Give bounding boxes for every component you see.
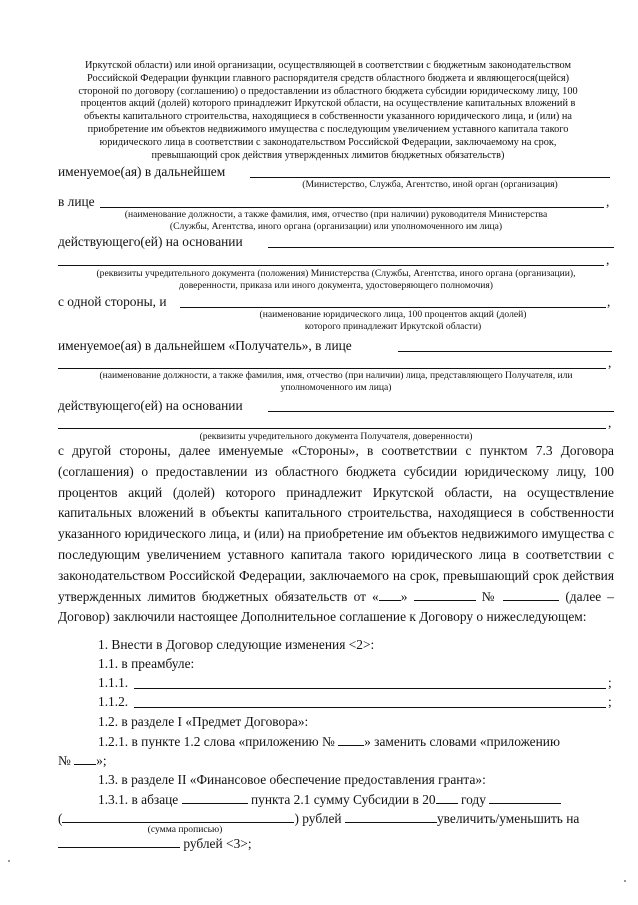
item-1-2-1-text-c: №: [58, 753, 71, 768]
header-line: процентов акций (долей) которого принадлежит Иркутской области, на осуществление капитальных вложений в: [80, 98, 576, 110]
main-paragraph: [58, 441, 614, 628]
basis-caption-line: доверенности, приказа или иного документа, удостоверяющего полномочия): [179, 279, 493, 291]
header-line: Российской Федерации функции главного распорядителя средств областного бюджета и являющегося(щейся): [86, 72, 569, 84]
item-1-1-2-semicolon: ;: [608, 694, 612, 709]
date-close-quote: »: [400, 588, 408, 604]
item-1-2-1-text-d: »;: [96, 753, 107, 768]
appendix-number-blank-1[interactable]: [338, 732, 364, 746]
face-caption-line: (Службы, Агентства, иного органа (организации) или уполномоченного им лица): [169, 220, 503, 232]
main-paragraph-tail: (далее – Договор) заключили настоящее Дополнительное соглашение к Договору о нижеследующем:: [58, 588, 614, 625]
appendix-number-blank-2[interactable]: [74, 751, 96, 765]
face-label: в лице: [58, 194, 95, 209]
number-sign: №: [481, 588, 498, 604]
item-1-3-1-text-a: 1.3.1. в абзаце: [98, 792, 179, 807]
face-caption-line: (наименование должности, а также фамилия, имя, отчество (при наличии) руководителя Министерства: [124, 209, 548, 220]
header-line: приобретение им объектов недвижимого имущества с последующим увеличением уставного капитала такого: [87, 123, 569, 135]
paragraph-blank[interactable]: [182, 790, 248, 804]
year-blank[interactable]: [436, 790, 458, 804]
one-side-label: с одной стороны, и: [58, 294, 167, 309]
basis-caption: [58, 268, 614, 291]
named-label: именуемое(ая) в дальнейшем: [58, 164, 226, 179]
one-side-comma: ,: [607, 294, 611, 309]
basis-blank-1[interactable]: [268, 247, 614, 248]
recipient-caption-line: (наименование должности, а также фамилия, имя, отчество (при наличии) лица, представляющего Получателя, или: [99, 370, 573, 381]
named-blank[interactable]: [250, 177, 610, 178]
amount-blank-2[interactable]: [345, 809, 437, 823]
header-line: Иркутской области) или иной организации, осуществляющей в соответствии с бюджетным законодательством: [85, 60, 571, 71]
item-1-2-1-text-a: 1.2.1. в пункте 1.2 слова «приложению №: [98, 734, 335, 749]
item-1-1-1-blank[interactable]: [134, 688, 606, 689]
named-caption: (Министерство, Служба, Агентство, иной орган (организация): [302, 179, 558, 190]
recipient-caption: [58, 370, 614, 393]
recipient-comma: ,: [608, 355, 612, 370]
item-1-2: 1.2. в разделе I «Предмет Договора»:: [98, 714, 309, 729]
item-1: 1. Внести в Договор следующие изменения <2>:: [98, 637, 375, 652]
item-1-3-1-text-c: году: [460, 792, 486, 807]
item-1-1-2-blank[interactable]: [134, 707, 606, 708]
item-1-3-1: [98, 790, 561, 808]
one-side-blank[interactable]: [180, 307, 606, 308]
face-blank[interactable]: [100, 207, 604, 208]
scan-speck: [624, 880, 626, 882]
recipient-caption-line: уполномоченного им лица): [280, 381, 392, 393]
scan-speck: [8, 860, 10, 862]
amount-words-blank[interactable]: [62, 809, 294, 823]
amount-caption: (сумма прописью): [147, 824, 223, 835]
date-day-blank[interactable]: [379, 587, 401, 601]
recipient-basis-blank-1[interactable]: [268, 411, 614, 412]
face-caption: [58, 209, 614, 232]
rubles-blank[interactable]: [58, 834, 180, 848]
amount-action: увеличить/уменьшить на: [436, 811, 580, 826]
amount-blank-1[interactable]: [489, 790, 561, 804]
item-1-1-1-label: 1.1.1.: [98, 675, 129, 690]
rubles-tail: рублей <3>;: [183, 836, 252, 851]
rubles-line: [58, 834, 252, 852]
recipient-label: именуемое(ая) в дальнейшем «Получатель», в лице: [58, 338, 352, 353]
basis-label: действующего(ей) на основании: [58, 234, 243, 249]
basis-comma: ,: [606, 252, 610, 267]
item-1-2-1-text-b: » заменить словами «приложению: [364, 734, 560, 749]
date-blank[interactable]: [414, 587, 476, 601]
recipient-basis-caption: (реквизиты учредительного документа Получателя, доверенности): [199, 431, 473, 442]
one-side-caption-line: которого принадлежит Иркутской области): [304, 320, 482, 332]
recipient-blank-1[interactable]: [398, 351, 612, 352]
one-side-caption: [180, 309, 606, 332]
amount-open: (: [58, 811, 63, 826]
recipient-basis-label: действующего(ей) на основании: [58, 398, 243, 413]
header-line: юридического лица в соответствии с законодательством Российской Федерации, заключаемому на срок,: [99, 136, 557, 148]
item-1-1: 1.1. в преамбуле:: [98, 656, 195, 671]
main-paragraph-text: с другой стороны, далее именуемые «Стороны», в соответствии с пунктом 7.3 Договора (соглашения) о предоставлении из областного бюджета субсидии юридическому лицу, 100 процентов акций (долей) которого принадлежит Иркутской области, на осуществление капитальных вложений в объекты капитального строительства, находящиеся в собственности указанного юридического лица, и (или) на приобретение им объектов недвижимого имущества с последующим увеличением уставного капитала такого юридического лица в соответствии с законодательством Российской Федерации, заключаемого на срок, превышающий срок действия утвержденных лимитов бюджетных обязательств от «: [58, 443, 614, 604]
recipient-basis-blank-2[interactable]: [58, 428, 606, 429]
item-1-1-1-semicolon: ;: [608, 675, 612, 690]
header-line: превышающий срок действия утвержденных лимитов бюджетных обязательств): [151, 149, 505, 161]
basis-caption-line: (реквизиты учредительного документа (положения) Министерства (Службы, Агентства, иного органа (организации),: [96, 268, 576, 279]
item-1-2-1: [98, 732, 560, 750]
header-block: [68, 60, 588, 162]
header-line: стороной по договору (соглашению) о предоставлении из областного бюджета субсидии юридическому лицу, 100: [78, 85, 578, 97]
contract-number-blank[interactable]: [503, 587, 559, 601]
one-side-caption-line: (наименование юридического лица, 100 процентов акций (долей): [259, 309, 527, 320]
recipient-basis-comma: ,: [608, 415, 612, 430]
item-1-2-1-cont: [58, 751, 107, 769]
recipient-blank-2[interactable]: [58, 368, 606, 369]
amount-close: ) рублей: [294, 811, 342, 826]
basis-blank-2[interactable]: [58, 265, 604, 266]
item-1-1-2-label: 1.1.2.: [98, 694, 129, 709]
item-1-3: 1.3. в разделе II «Финансовое обеспечение предоставления гранта»:: [98, 772, 486, 787]
item-1-3-1-text-b: пункта 2.1 сумму Субсидии в 20: [250, 792, 436, 807]
header-line: объекты капитального строительства, находящиеся в собственности указанного юридического лица, и (или) на: [84, 111, 572, 123]
face-comma: ,: [606, 194, 610, 209]
